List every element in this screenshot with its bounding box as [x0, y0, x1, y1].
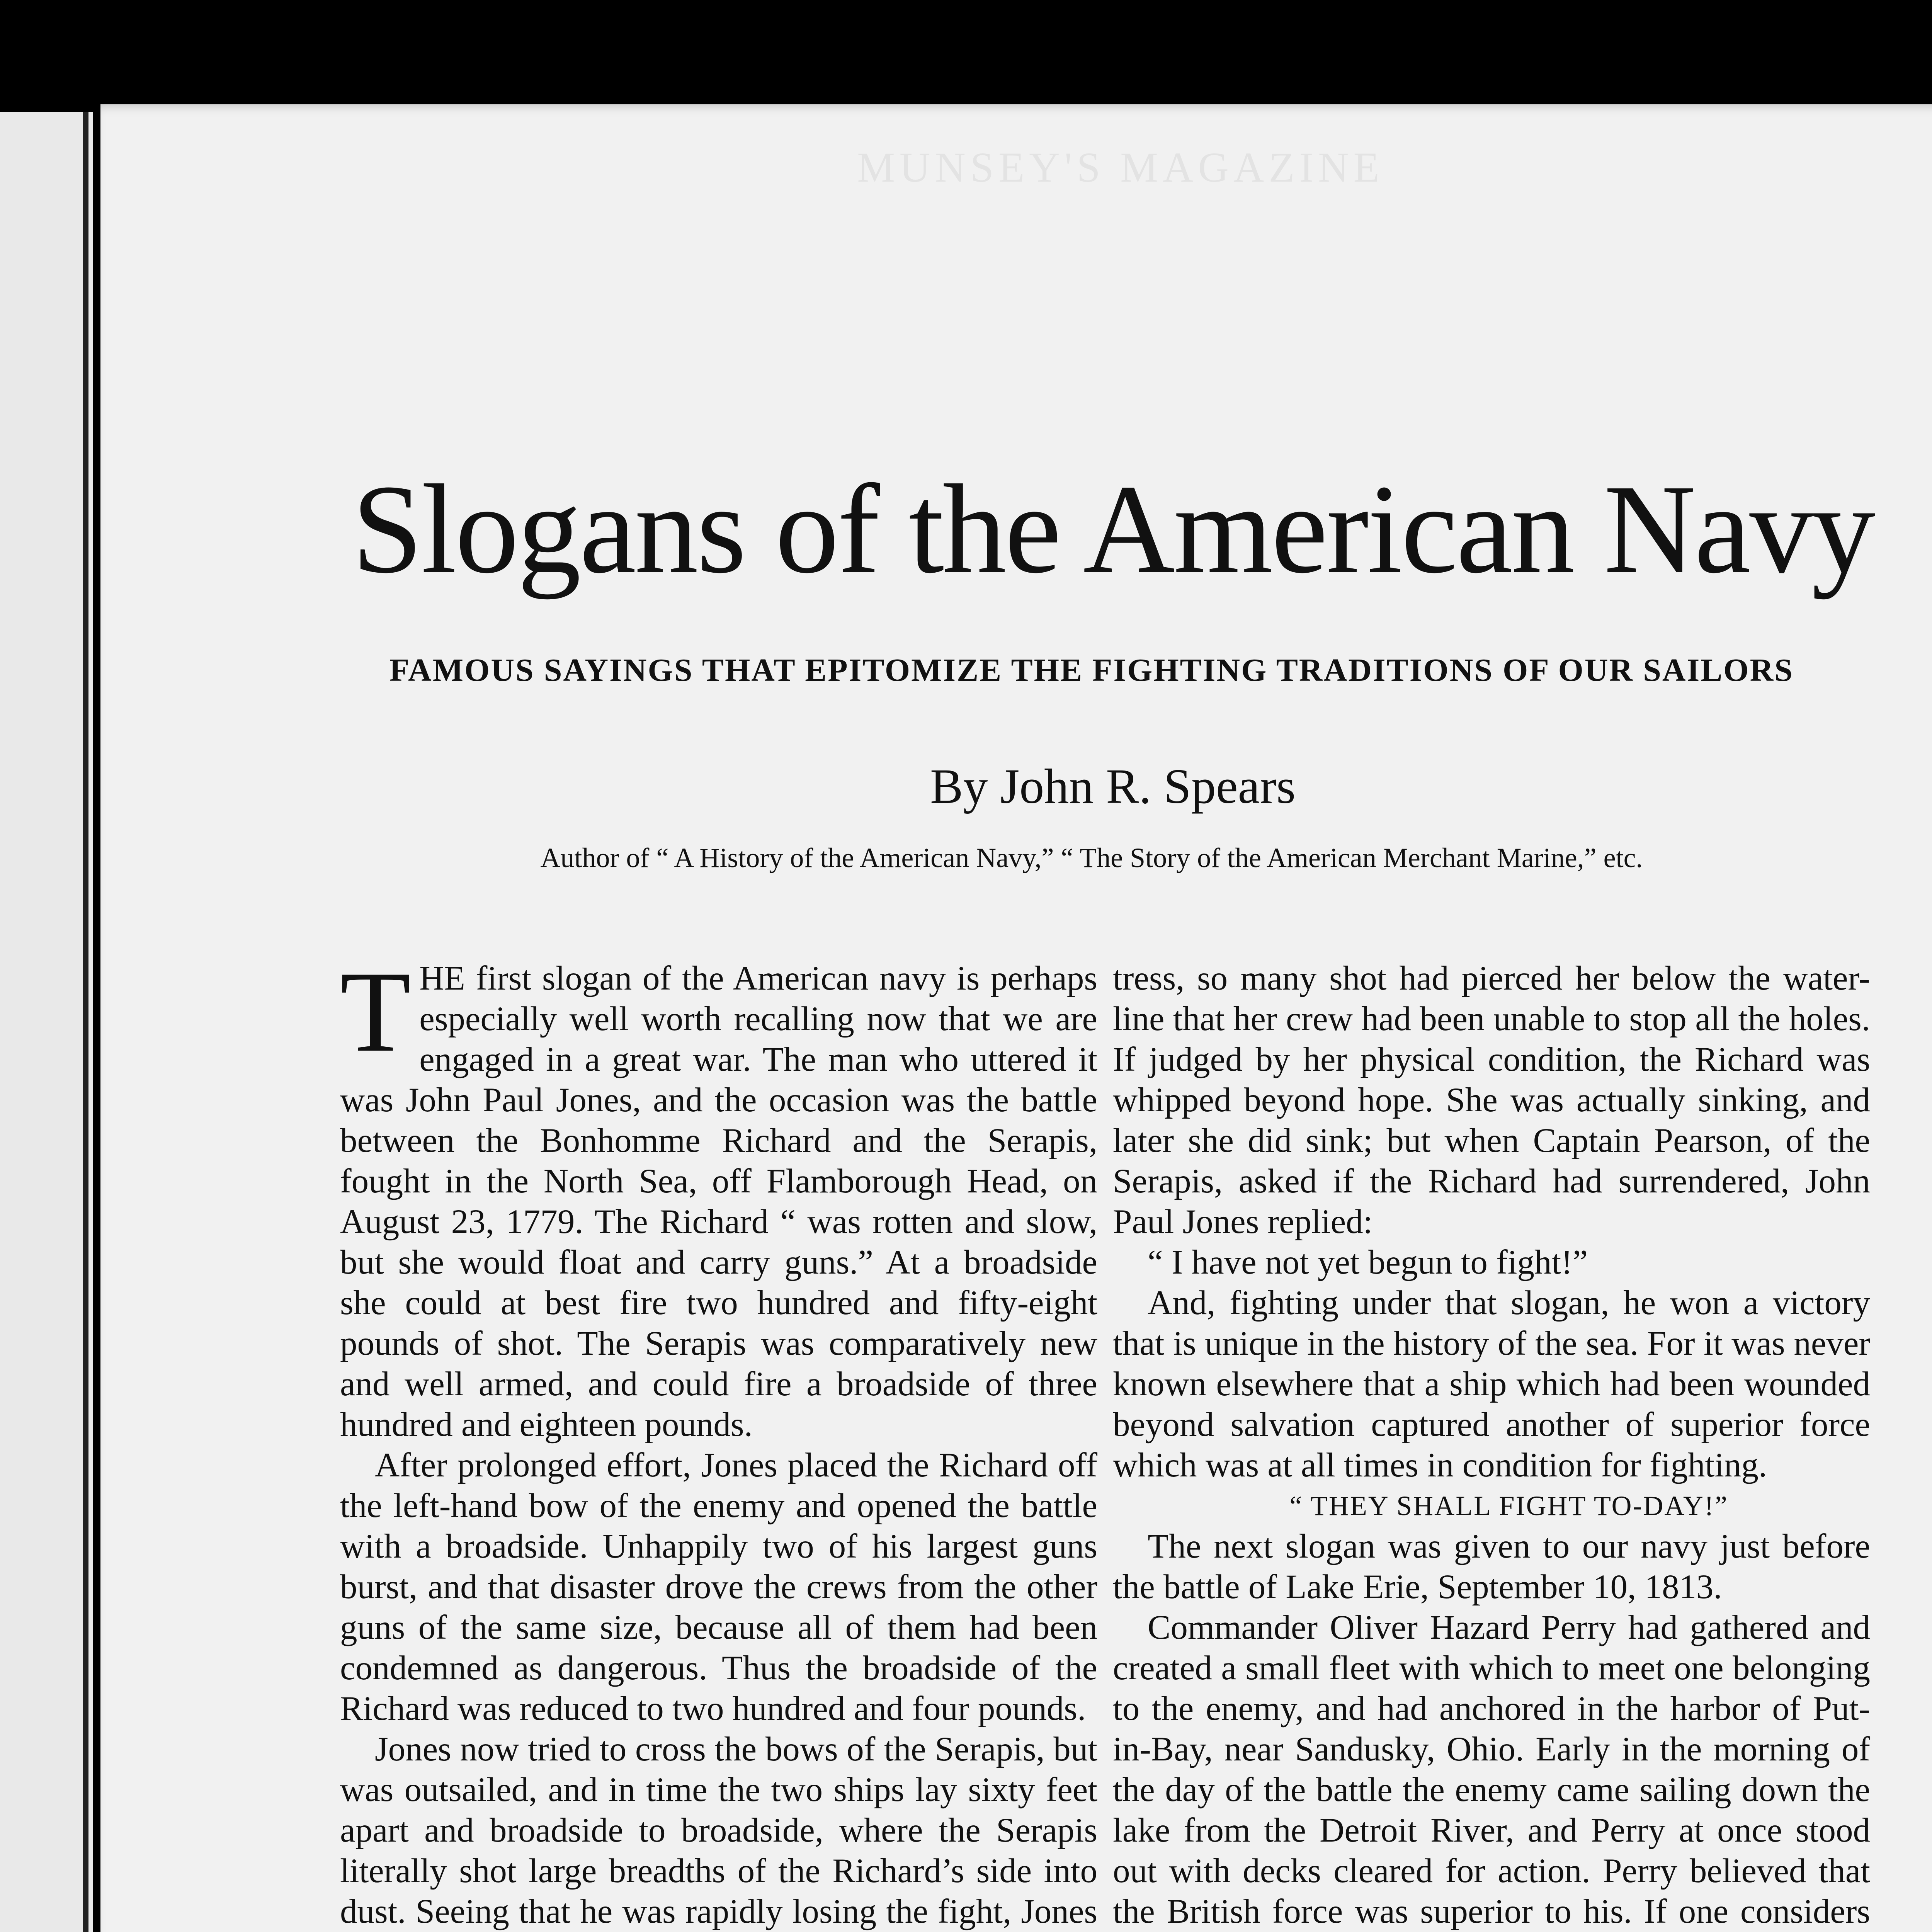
- paragraph: After prolonged effort, Jones placed the Richard off the left-hand bow of the enemy and opened the battle with a broadside. Unhappily two of his largest guns burst, and that disaster drove the crews from the other guns of the same size, because all of them had been condemned as dangerous. Thus the broadside of the Richard was reduced to two hundred and four pounds.: [340, 1446, 1097, 1728]
- paragraph: tress, so many shot had pierced her below the water-line that her crew had been unable to stop all the holes. If judged by her physical condition, the Richard was whipped beyond hope. She was actually sinking, and later she did sink; but when Captain Pearson, of the Serapis, asked if the Richard had surrendered, John Paul Jones replied:: [1113, 959, 1870, 1241]
- section-heading: “ THEY SHALL FIGHT TO-DAY!”: [1289, 1490, 1728, 1521]
- paragraph: Commander Oliver Hazard Perry had gathered and created a small fleet with which to meet one belonging to the enemy, and had anchored in the harbor of Put-in-Bay, near Sandusky, Ohio. Early in the morning of the day of the battle the enemy came sailing down the lake from the Detroit River, and Perry at once stood out with decks cleared for action. Perry believed that the British force was superior to his. If one considers: [1113, 1609, 1870, 1930]
- article-subtitle: FAMOUS SAYINGS THAT EPITOMIZE THE FIGHTING TRADITIONS OF OUR SAILORS: [389, 652, 1794, 688]
- article-byline: By John R. Spears: [930, 759, 1296, 814]
- article-title: Slogans of the American Navy: [352, 459, 1874, 600]
- body-column-right: [1113, 958, 1870, 1932]
- body-column-left: [340, 947, 1097, 1932]
- facing-page-edge: [0, 112, 93, 1932]
- paragraph: The next slogan was given to our navy just before the battle of Lake Erie, September 10, 1813.: [1113, 1527, 1870, 1606]
- paragraph: And, fighting under that slogan, he won a victory that is unique in the history of the sea. For it was never known elsewhere that a ship which had been wounded beyond salvation captured another of superior force which was at all times in condition for fighting.: [1113, 1284, 1870, 1484]
- bleed-through-header: MUNSEY'S MAGAZINE: [857, 144, 1384, 191]
- paragraph-text: HE first slogan of the American navy is perhaps especially well worth recalling now that we are engaged in a great war. The man who uttered it was John Paul Jones, and the occasion was the battle between the Bonhomme Richard and the Serapis, fought in the North Sea, off Flamborough Head, on August 23, 1779. The Richard “ was rotten and slow, but she would float and carry guns.” At a broadside she could at best fire two hundred and fifty-eight pounds of shot. The Serapis was comparatively new and well armed, and could fire a broadside of three hundred and eighteen pounds.: [340, 959, 1097, 1444]
- paragraph: Jones now tried to cross the bows of the Serapis, but was outsailed, and in time the two ships lay sixty feet apart and broadside to broadside, where the Serapis literally shot large breadths of the Richard’s side into dust. Seeing that he was rapidly losing the fight, Jones: [340, 1730, 1097, 1930]
- binding-gutter: [83, 112, 88, 1932]
- drop-cap: T: [340, 947, 411, 1076]
- paragraph: [340, 947, 1097, 1445]
- quote-paragraph: “ I have not yet begun to fight!”: [1148, 1243, 1588, 1281]
- author-credit: Author of “ A History of the American Navy,” “ The Story of the American Merchant Marine,” etc.: [540, 842, 1643, 873]
